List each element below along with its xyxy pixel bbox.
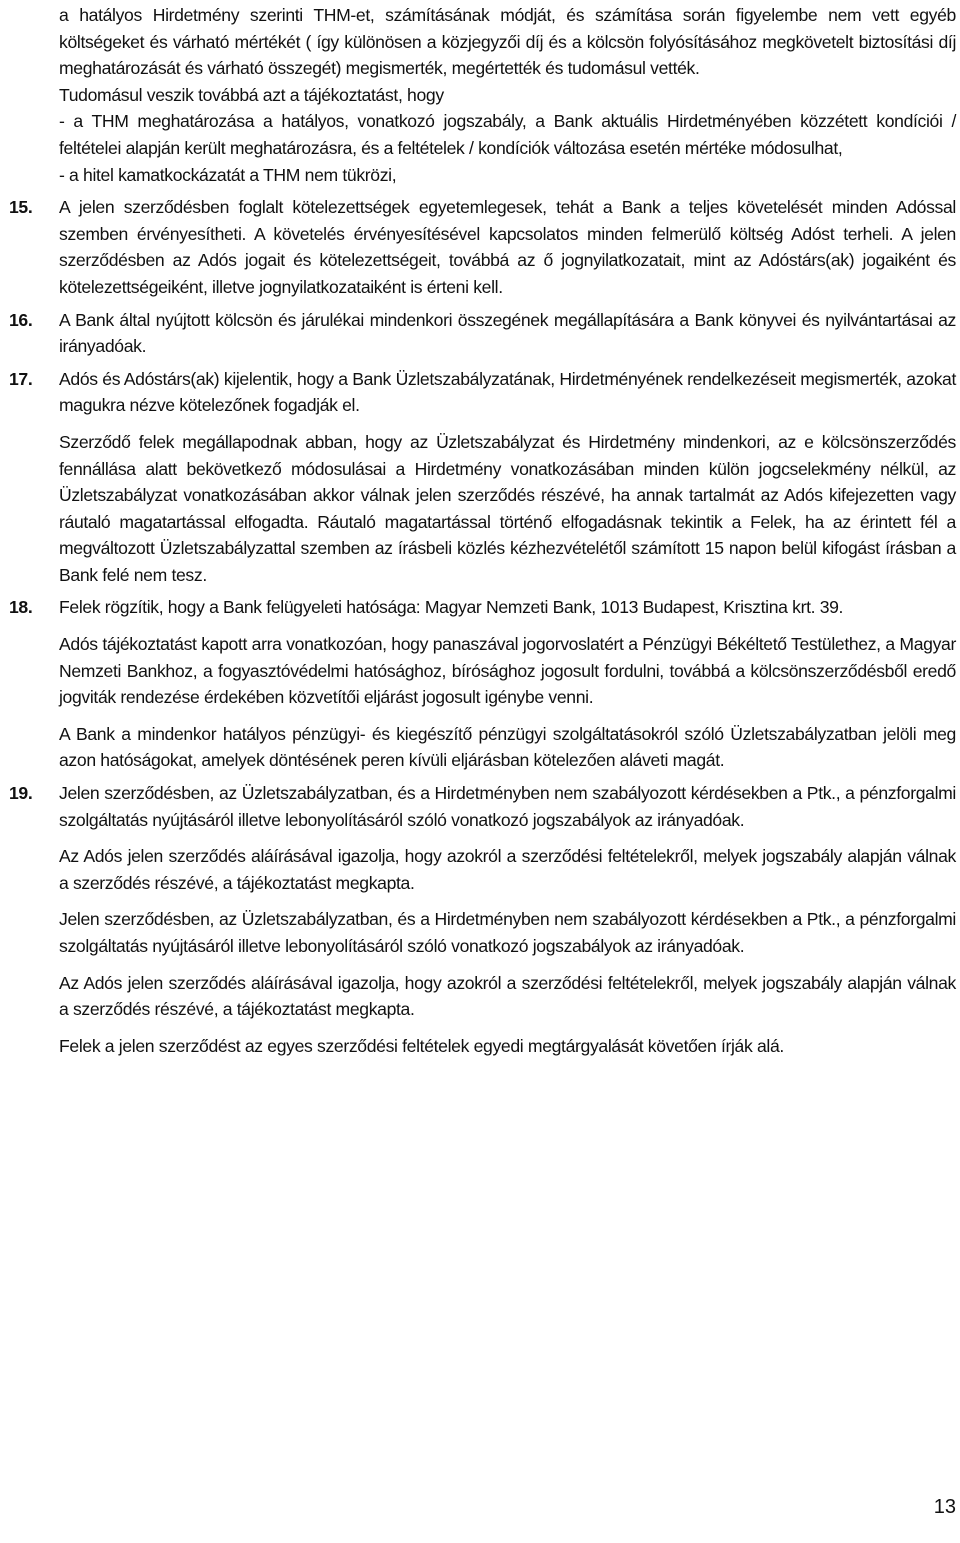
- clause-text: Adós és Adóstárs(ak) kijelentik, hogy a Bank Üzletszabályzatának, Hirdetményének rendelkezéseit megismerték, azokat magukra nézve kötelezőnek fogadják el.: [59, 368, 956, 416]
- clause-number: 15.: [9, 197, 33, 218]
- clause-17: [9, 366, 956, 419]
- paragraph-interest-risk: - a hitel kamatkockázatát a THM nem tükrözi,: [59, 164, 397, 185]
- clause-text: A jelen szerződésben foglalt kötelezettségek egyetemlegesek, tehát a Bank a teljes követelését minden Adóssal szemben érvényesítheti. A követelés érvényesítésével kapcsolatos minden felmerülő költség Adóst terheli. A jelen szerződésben az Adós jogait és kötelezettségeit, továbbá az ő jognyilatkozatait, mint az Adóstárs(ak) jogaiként és kötelezettségeiként, illetve jognyilatkozataiként is érteni kell.: [59, 197, 956, 297]
- clause-number: 16.: [9, 309, 33, 330]
- clause-18: [9, 594, 956, 621]
- paragraph-terms-modification: Szerződő felek megállapodnak abban, hogy az Üzletszabályzat és Hirdetmény mindenkori, az e kölcsönszerződés fennállása alatt bekövetkező módosulásai a Hirdetmény vonatkozásában minden külön jogcselekmény nélkül, az Üzletszabályzat vonatkozásában akkor válnak jelen szerződés részévé, ha annak tartalmát az Adós kifejezetten vagy ráutaló magatartással elfogadta. Ráutaló magatartással történő elfogadásnak tekintik a Felek, ha az érintett fél a megváltozott Üzletszabályzattal szemben az írásbeli közlés kézhezvételétől számított 15 napon belül kifogást írásban a Bank felé nem tesz.: [59, 431, 956, 585]
- clause-number: 17.: [9, 368, 33, 389]
- paragraph-thm-determination: - a THM meghatározása a hatályos, vonatkozó jogszabály, a Bank aktuális Hirdetményében közzétett kondíciói / feltételei alapján került meghatározásra, és a feltételek / kondíciók változása esetén mértéke módosulhat,: [59, 111, 956, 158]
- paragraph-governing-law-repeat: Jelen szerződésben, az Üzletszabályzatban, és a Hirdetményben nem szabályozott kérdésekben a Ptk., a pénzforgalmi szolgáltatás nyújtásáról illetve lebonyolításáról szóló vonatkozó jogszabályok az irányadóak.: [59, 909, 956, 956]
- paragraph-closing: Felek a jelen szerződést az egyes szerződési feltételek egyedi megtárgyalását követően írják alá.: [59, 1035, 784, 1056]
- paragraph-thm-acknowledgement: a hatályos Hirdetmény szerinti THM-et, számításának módját, és számítása során figyelembe nem vett egyéb költségeket és várható mértékét ( így különösen a közjegyzői díj és a kölcsön folyósításához megkövetelt biztosítási díj meghatározását és várható összegét) megismerték, megértették és tudomásul vették.: [59, 5, 956, 79]
- clause-text: Jelen szerződésben, az Üzletszabályzatban, és a Hirdetményben nem szabályozott kérdésekben a Ptk., a pénzforgalmi szolgáltatás nyújtásáról illetve lebonyolításáról szóló vonatkozó jogszabályok az irányadóak.: [59, 783, 956, 830]
- clause-text: Felek rögzítik, hogy a Bank felügyeleti hatósága: Magyar Nemzeti Bank, 1013 Budapest, Krisztina krt. 39.: [59, 597, 844, 618]
- clause-text: A Bank által nyújtott kölcsön és járulékai mindenkori összegének megállapítására a Bank könyvei és nyilvántartásai az irányadóak.: [59, 309, 956, 357]
- paragraph-signature-confirmation-repeat: Az Adós jelen szerződés aláírásával igazolja, hogy azokról a szerződési feltételekről, melyek jogszabály alapján válnak a szerződés részévé, a tájékoztatást megkapta.: [59, 972, 956, 1020]
- paragraph-legal-remedy: Adós tájékoztatást kapott arra vonatkozóan, hogy panaszával jogorvoslatért a Pénzügyi Békéltető Testülethez, a Magyar Nemzeti Bankhoz, a fogyasztóvédelmi hatósághoz, bírósághoz jogosult fordulni, továbbá a kölcsönszerződésből eredő jogviták rendezése érdekében közvetítői eljárást jogosult igénybe venni.: [59, 634, 956, 708]
- clause-number: 19.: [9, 783, 33, 804]
- clause-19: [9, 780, 956, 833]
- clause-number: 18.: [9, 597, 33, 618]
- paragraph-signature-confirmation: Az Adós jelen szerződés aláírásával igazolja, hogy azokról a szerződési feltételekről, melyek jogszabály alapján válnak a szerződés részévé, a tájékoztatást megkapta.: [59, 846, 956, 893]
- paragraph-authorities: A Bank a mindenkor hatályos pénzügyi- és kiegészítő pénzügyi szolgáltatásokról szóló Üzletszabályzatban jelöli meg azon hatóságokat, amelyek döntésének peren kívüli eljárásban kötelezően aláveti magát.: [59, 723, 956, 771]
- clause-15: [9, 194, 956, 300]
- clause-16: [9, 307, 956, 360]
- paragraph-notice-intro: Tudomásul veszik továbbá azt a tájékoztatást, hogy: [59, 84, 444, 105]
- document-page: [9, 2, 956, 1059]
- page-number: 13: [933, 1496, 956, 1518]
